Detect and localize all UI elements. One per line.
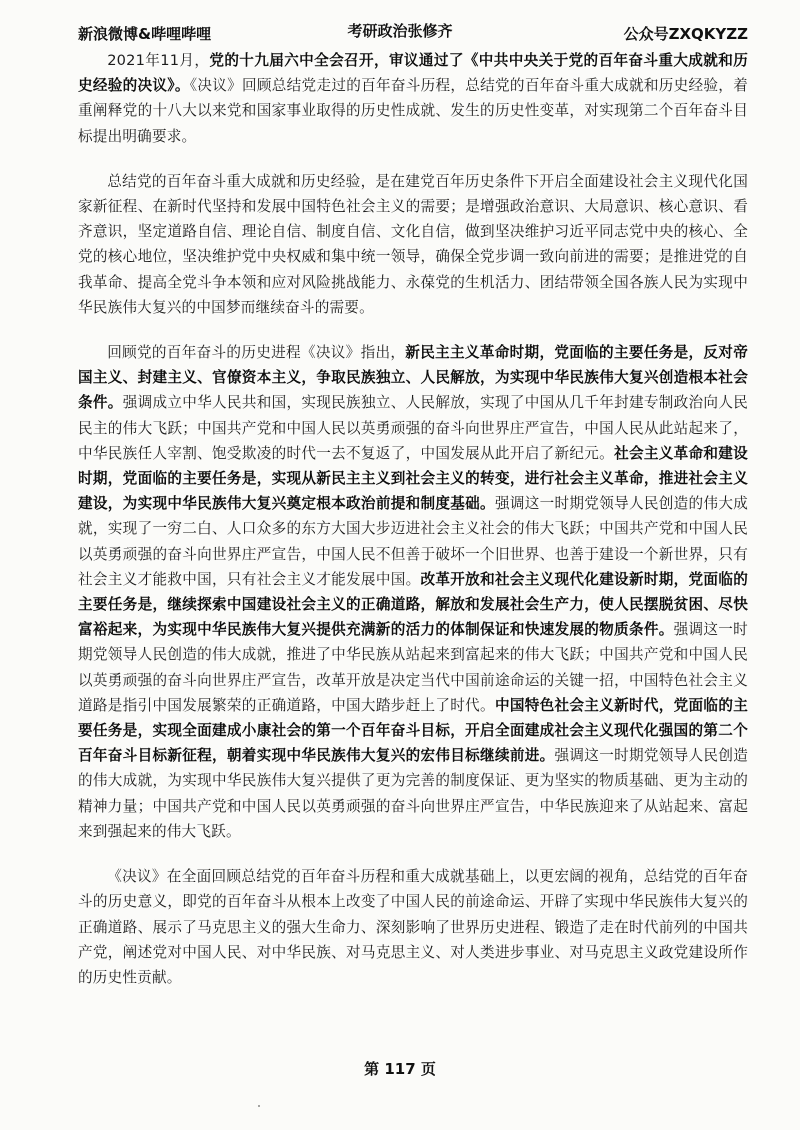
text-run: 2021年11月， [107, 52, 210, 69]
paragraph-1 [78, 48, 748, 149]
bold-run: 新民主主义革命时期，党面临的主要任务是，反对帝国主义、封建主义、官僚资本主义，争取民族独立、人民解放，为实现中华民族伟大复兴创造根本社会条件。 [78, 344, 748, 412]
text-run: 总结党的百年奋斗重大成就和历史经验，是在建党百年历史条件下开启全面建设社会主义现代化国家新征程、在新时代坚持和发展中国特色社会主义的需要；是增强政治意识、大局意识、核心意识、看齐意识，坚定道路自信、理论自信、制度自信、文化自信，做到坚决维护习近平同志党中央的核心、全党的核心地位，坚决维护党中央权威和集中统一领导，确保全党步调一致向前进的需要；是推进党的自我革命、提高全党斗争本领和应对风险挑战能力、永葆党的生机活力、团结带领全国各族人民为实现中华民族伟大复兴的中国梦而继续奋斗的需要。 [78, 172, 748, 316]
text-run: 《决议》在全面回顾总结党的百年奋斗历程和重大成就基础上，以更宏阔的视角，总结党的百年奋斗的历史意义，即党的百年奋斗从根本上改变了中国人民的前途命运、开辟了实现中华民族伟大复兴的正确道路、展示了马克思主义的强大生命力、深刻影响了世界历史进程、锻造了走在时代前列的中国共产党，阐述党对中国人民、对中华民族、对马克思主义、对人类进步事业、对马克思主义政党建设所作的历史性贡献。 [78, 868, 748, 986]
text-run: 强调这一时期党领导人民创造的伟大成就，实现了一穷二白、人口众多的东方大国大步迈进社会主义社会的伟大飞跃；中国共产党和中国人民以英勇顽强的奋斗向世界庄严宣告，中国人民不但善于破坏一个旧世界、也善于建设一个新世界，只有社会主义才能救中国，只有社会主义才能发展中国。 [78, 495, 748, 588]
text-run: 强调这一时期党领导人民创造的伟大成就，推进了中华民族从站起来到富起来的伟大飞跃；中国共产党和中国人民以英勇顽强的奋斗向世界庄严宣告，改革开放是决定当代中国前途命运的关键一招，中国特色社会主义道路是指引中国发展繁荣的正确道路，中国大踏步赶上了时代。 [78, 621, 748, 714]
bold-run: 中国特色社会主义新时代，党面临的主要任务是，实现全面建成小康社会的第一个百年奋斗目标，开启全面建成社会主义现代化强国的第二个百年奋斗目标新征程，朝着实现中华民族伟大复兴的宏伟目标继续前进。 [78, 696, 748, 765]
bold-run: 改革开放和社会主义现代化建设新时期，党面临的主要任务是，继续探索中国建设社会主义的正确道路，解放和发展社会生产力，使人民摆脱贫困、尽快富裕起来，为实现中华民族伟大复兴提供充满新的活力的体制保证和快速发展的物质条件。 [78, 570, 749, 639]
header-left-text: 新浪微博&哔哩哔哩 [78, 24, 212, 43]
scan-speck [258, 1105, 260, 1107]
page-number: 第 117 页 [364, 1060, 436, 1078]
text-run: 回顾党的百年奋斗的历史进程《决议》指出， [107, 344, 406, 362]
text-run: 强调成立中华人民共和国，实现民族独立、人民解放，实现了中国从几千年封建专制政治向人民民主的伟大飞跃；中国共产党和中国人民以英勇顽强的奋斗向世界庄严宣告，中国人民从此站起来了，中华民族任人宰割、饱受欺凌的时代一去不复返了，中国发展从此开启了新纪元。 [78, 394, 749, 462]
paragraph-4 [78, 864, 748, 990]
header-center-text: 考研政治张修齐 [347, 22, 453, 40]
page-header [78, 0, 748, 46]
text-run: 强调这一时期党领导人民创造的伟大成就，为实现中华民族伟大复兴提供了更为完善的制度保证、更为坚实的物质基础、更为主动的精神力量；中国共产党和中国人民以英勇顽强的奋斗向世界庄严宣告，中华民族迎来了从站起来、富起来到强起来的伟大飞跃。 [78, 747, 748, 840]
paragraph-2 [78, 169, 748, 320]
text-run: 《决议》回顾总结党走过的百年奋斗历程，总结党的百年奋斗重大成就和历史经验，着重阐释党的十八大以来党和国家事业取得的历史性成就、发生的历史性变革，对实现第二个百年奋斗目标提出明确要求。 [78, 77, 748, 145]
header-right-text: 公众号ZXQKYZZ [623, 24, 748, 43]
paragraph-3 [78, 340, 748, 844]
bold-run: ，审议通过了《中共中央关于党的百年奋斗重大成就和历史经验的决议》。 [78, 52, 748, 95]
bold-run: 社会主义革命和建设时期，党面临的主要任务是，实现从新民主主义到社会主义的转变，进行社会主义革命，推进社会主义建设，为实现中华民族伟大复兴奠定根本政治前提和制度基础。 [78, 444, 748, 513]
bold-run: 党的十九届六中全会召开 [209, 52, 374, 69]
